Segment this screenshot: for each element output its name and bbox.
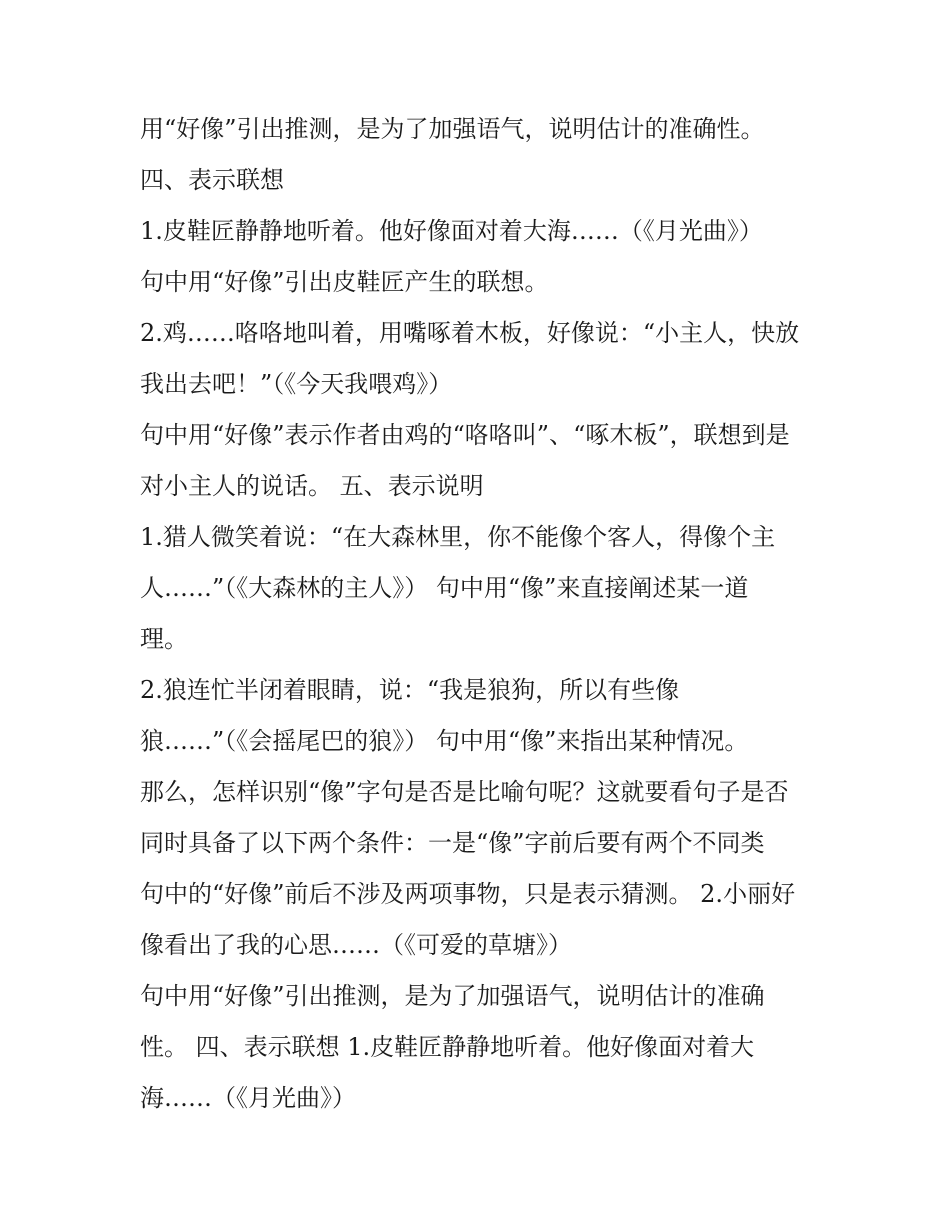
document-body — [140, 108, 840, 1128]
text-line: 句中用“好像”引出皮鞋匠产生的联想。 — [140, 268, 549, 296]
text-line: 人……”（《大森林的主人》） 句中用“像”来直接阐述某一道 — [140, 574, 749, 602]
text-line: 对小主人的说话。 五、表示说明 — [140, 472, 484, 500]
text-line: 理。 — [140, 625, 188, 653]
text-line: 2.鸡……咯咯地叫着，用嘴啄着木板，好像说：“小主人，快放 — [140, 319, 800, 347]
text-line: 性。 四、表示联想 1.皮鞋匠静静地听着。他好像面对着大 — [140, 1033, 755, 1061]
text-line: 那么，怎样识别“像”字句是否是比喻句呢？这就要看句子是否 — [140, 778, 789, 806]
text-line: 句中用“好像”引出推测，是为了加强语气，说明估计的准确 — [140, 982, 765, 1010]
text-line: 海……（《月光曲》） — [140, 1084, 356, 1112]
text-line: 1.猎人微笑着说：“在大森林里，你不能像个客人，得像个主 — [140, 523, 776, 551]
text-line: 2.狼连忙半闭着眼睛，说：“我是狼狗，所以有些像 — [140, 676, 680, 704]
text-line: 我出去吧！”（《今天我喂鸡》） — [140, 370, 453, 398]
text-line: 同时具备了以下两个条件：一是“像”字前后要有两个不同类 — [140, 829, 765, 857]
section-heading: 四、表示联想 — [140, 166, 284, 194]
text-line: 1.皮鞋匠静静地听着。他好像面对着大海……（《月光曲》） — [140, 217, 763, 245]
text-line: 句中用“好像”表示作者由鸡的“咯咯叫”、“啄木板”，联想到是 — [140, 421, 790, 449]
text-line: 像看出了我的心思……（《可爱的草塘》） — [140, 931, 572, 959]
text-line: 狼……”（《会摇尾巴的狼》） 句中用“像”来指出某种情况。 — [140, 727, 749, 755]
text-line: 用“好像”引出推测，是为了加强语气，说明估计的准确性。 — [140, 115, 765, 143]
text-line: 句中的“好像”前后不涉及两项事物，只是表示猜测。 2.小丽好 — [140, 880, 796, 908]
